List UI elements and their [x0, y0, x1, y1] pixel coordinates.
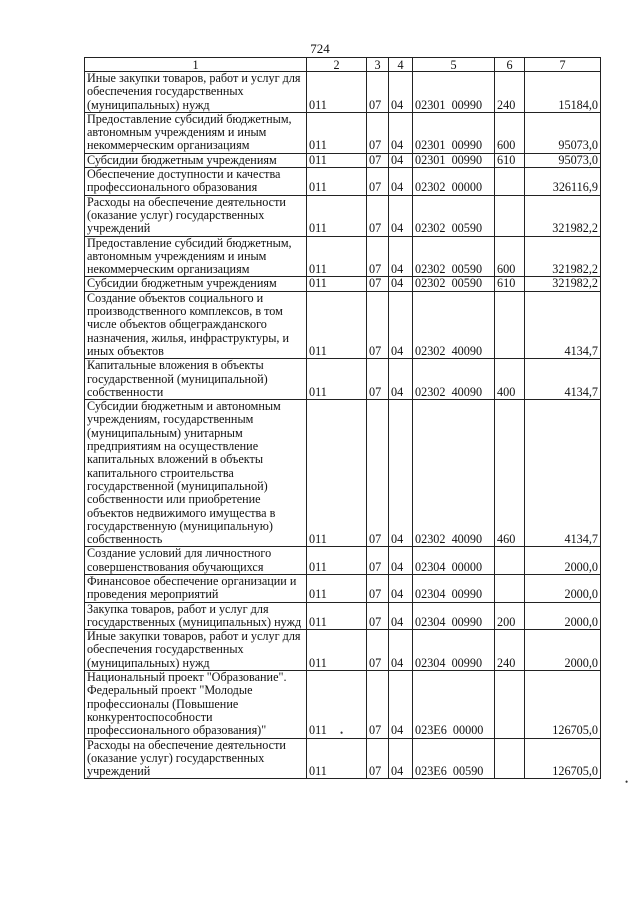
row-target-article-cell: 02301 00990: [413, 72, 495, 113]
row-subsection-cell: 04: [389, 291, 413, 358]
row-admin-code-cell: 011: [307, 291, 367, 358]
row-expense-type-cell: 600: [495, 236, 525, 277]
row-name-cell: Субсидии бюджетным учреждениям: [85, 277, 307, 291]
row-amount-cell: 4134,7: [525, 359, 601, 400]
row-target-article-cell: 02302 00590: [413, 236, 495, 277]
table-row: [85, 112, 601, 153]
row-section-cell: 07: [367, 738, 389, 779]
row-subsection-cell: 04: [389, 574, 413, 602]
row-expense-type-cell: 610: [495, 277, 525, 291]
row-subsection-cell: 04: [389, 277, 413, 291]
row-amount-cell: 95073,0: [525, 112, 601, 153]
row-target-article-cell: 023E6 00590: [413, 738, 495, 779]
header-cell-2: 2: [307, 58, 367, 72]
row-target-article-cell: 02304 00990: [413, 630, 495, 671]
row-subsection-cell: 04: [389, 236, 413, 277]
row-subsection-cell: 04: [389, 738, 413, 779]
row-section-cell: 07: [367, 112, 389, 153]
row-subsection-cell: 04: [389, 72, 413, 113]
row-expense-type-cell: [495, 738, 525, 779]
row-section-cell: 07: [367, 630, 389, 671]
row-amount-cell: 2000,0: [525, 574, 601, 602]
row-amount-cell: 126705,0: [525, 738, 601, 779]
row-target-article-cell: 023E6 00000: [413, 671, 495, 738]
header-cell-3: 3: [367, 58, 389, 72]
row-name-cell: Иные закупки товаров, работ и услуг для обеспечения государственных (муниципальных) нужд: [85, 72, 307, 113]
row-target-article-cell: 02304 00990: [413, 602, 495, 630]
row-admin-code-cell: 011: [307, 195, 367, 236]
row-admin-code-cell: 011: [307, 277, 367, 291]
table-row: [85, 359, 601, 400]
row-name-cell: Расходы на обеспечение деятельности (оказание услуг) государственных учреждений: [85, 738, 307, 779]
row-amount-cell: 321982,2: [525, 195, 601, 236]
row-subsection-cell: 04: [389, 153, 413, 167]
table-row: [85, 547, 601, 575]
table-row: [85, 153, 601, 167]
row-section-cell: 07: [367, 547, 389, 575]
row-section-cell: 07: [367, 671, 389, 738]
row-admin-code-cell: 011: [307, 671, 367, 738]
scan-speck: •: [340, 728, 344, 738]
row-amount-cell: 326116,9: [525, 168, 601, 196]
table-row: [85, 236, 601, 277]
row-target-article-cell: 02302 00590: [413, 195, 495, 236]
row-name-cell: Капитальные вложения в объекты государственной (муниципальной) собственности: [85, 359, 307, 400]
row-amount-cell: 126705,0: [525, 671, 601, 738]
row-expense-type-cell: 200: [495, 602, 525, 630]
table-row: [85, 195, 601, 236]
header-cell-1: 1: [85, 58, 307, 72]
row-expense-type-cell: [495, 574, 525, 602]
row-expense-type-cell: 600: [495, 112, 525, 153]
row-name-cell: Создание объектов социального и производственного комплексов, в том числе объектов общегражданского назначения, жилья, инфраструктуры, и иных объектов: [85, 291, 307, 358]
row-target-article-cell: 02304 00990: [413, 574, 495, 602]
row-admin-code-cell: 011: [307, 602, 367, 630]
table-row: [85, 72, 601, 113]
row-name-cell: Предоставление субсидий бюджетным, автономным учреждениям и иным некоммерческим организациям: [85, 236, 307, 277]
table-row: [85, 630, 601, 671]
row-admin-code-cell: 011: [307, 168, 367, 196]
row-name-cell: Субсидии бюджетным учреждениям: [85, 153, 307, 167]
row-admin-code-cell: 011: [307, 400, 367, 547]
header-cell-6: 6: [495, 58, 525, 72]
row-section-cell: 07: [367, 153, 389, 167]
row-name-cell: Расходы на обеспечение деятельности (оказание услуг) государственных учреждений: [85, 195, 307, 236]
budget-table: [84, 57, 601, 779]
table-row: [85, 168, 601, 196]
row-name-cell: Закупка товаров, работ и услуг для государственных (муниципальных) нужд: [85, 602, 307, 630]
header-cell-5: 5: [413, 58, 495, 72]
row-amount-cell: 2000,0: [525, 630, 601, 671]
row-subsection-cell: 04: [389, 602, 413, 630]
row-name-cell: Финансовое обеспечение организации и проведения мероприятий: [85, 574, 307, 602]
row-admin-code-cell: 011: [307, 112, 367, 153]
row-admin-code-cell: 011: [307, 630, 367, 671]
row-amount-cell: 321982,2: [525, 236, 601, 277]
row-expense-type-cell: [495, 291, 525, 358]
row-admin-code-cell: 011: [307, 574, 367, 602]
row-expense-type-cell: 240: [495, 630, 525, 671]
row-name-cell: Национальный проект "Образование". Федеральный проект "Молодые профессионалы (Повышение конкурентоспособности профессионального образования)": [85, 671, 307, 738]
row-target-article-cell: 02302 00000: [413, 168, 495, 196]
row-subsection-cell: 04: [389, 112, 413, 153]
row-section-cell: 07: [367, 400, 389, 547]
row-amount-cell: 15184,0: [525, 72, 601, 113]
row-section-cell: 07: [367, 602, 389, 630]
row-amount-cell: 95073,0: [525, 153, 601, 167]
row-name-cell: Субсидии бюджетным и автономным учреждениям, государственным (муниципальным) унитарным предприятиям на осуществление капитальных вложений в объекты капитального строительства государственной (муниципальной) собственности или приобретение объектов недвижимого имущества в государственную (муниципальную) собственность: [85, 400, 307, 547]
header-cell-4: 4: [389, 58, 413, 72]
row-name-cell: Создание условий для личностного совершенствования обучающихся: [85, 547, 307, 575]
row-expense-type-cell: 400: [495, 359, 525, 400]
row-section-cell: 07: [367, 574, 389, 602]
table-row: [85, 738, 601, 779]
row-section-cell: 07: [367, 168, 389, 196]
row-admin-code-cell: 011: [307, 153, 367, 167]
row-expense-type-cell: [495, 671, 525, 738]
row-subsection-cell: 04: [389, 195, 413, 236]
row-amount-cell: 2000,0: [525, 547, 601, 575]
row-section-cell: 07: [367, 277, 389, 291]
row-target-article-cell: 02301 00990: [413, 112, 495, 153]
row-expense-type-cell: [495, 195, 525, 236]
row-section-cell: 07: [367, 72, 389, 113]
row-admin-code-cell: 011: [307, 738, 367, 779]
row-name-cell: Иные закупки товаров, работ и услуг для обеспечения государственных (муниципальных) нужд: [85, 630, 307, 671]
table-row: [85, 291, 601, 358]
header-row: [85, 58, 601, 72]
table-row: [85, 277, 601, 291]
row-section-cell: 07: [367, 359, 389, 400]
row-name-cell: Предоставление субсидий бюджетным, автономным учреждениям и иным некоммерческим организациям: [85, 112, 307, 153]
row-target-article-cell: 02302 40090: [413, 359, 495, 400]
row-expense-type-cell: 610: [495, 153, 525, 167]
row-target-article-cell: 02301 00990: [413, 153, 495, 167]
table-row: [85, 400, 601, 547]
row-admin-code-cell: 011: [307, 236, 367, 277]
row-expense-type-cell: [495, 168, 525, 196]
row-section-cell: 07: [367, 195, 389, 236]
page-number: 724: [310, 41, 330, 56]
row-target-article-cell: 02302 00590: [413, 277, 495, 291]
row-subsection-cell: 04: [389, 400, 413, 547]
row-expense-type-cell: 460: [495, 400, 525, 547]
row-target-article-cell: 02302 40090: [413, 400, 495, 547]
row-subsection-cell: 04: [389, 168, 413, 196]
row-expense-type-cell: [495, 547, 525, 575]
row-expense-type-cell: 240: [495, 72, 525, 113]
scan-speck: •: [625, 777, 629, 787]
row-admin-code-cell: 011: [307, 72, 367, 113]
table-row: [85, 574, 601, 602]
row-amount-cell: 4134,7: [525, 291, 601, 358]
header-cell-7: 7: [525, 58, 601, 72]
row-target-article-cell: 02304 00000: [413, 547, 495, 575]
row-subsection-cell: 04: [389, 630, 413, 671]
row-amount-cell: 321982,2: [525, 277, 601, 291]
row-section-cell: 07: [367, 236, 389, 277]
row-name-cell: Обеспечение доступности и качества профессионального образования: [85, 168, 307, 196]
row-section-cell: 07: [367, 291, 389, 358]
row-subsection-cell: 04: [389, 359, 413, 400]
row-amount-cell: 4134,7: [525, 400, 601, 547]
row-amount-cell: 2000,0: [525, 602, 601, 630]
row-target-article-cell: 02302 40090: [413, 291, 495, 358]
row-subsection-cell: 04: [389, 547, 413, 575]
table-row: [85, 602, 601, 630]
row-subsection-cell: 04: [389, 671, 413, 738]
row-admin-code-cell: 011: [307, 359, 367, 400]
row-admin-code-cell: 011: [307, 547, 367, 575]
